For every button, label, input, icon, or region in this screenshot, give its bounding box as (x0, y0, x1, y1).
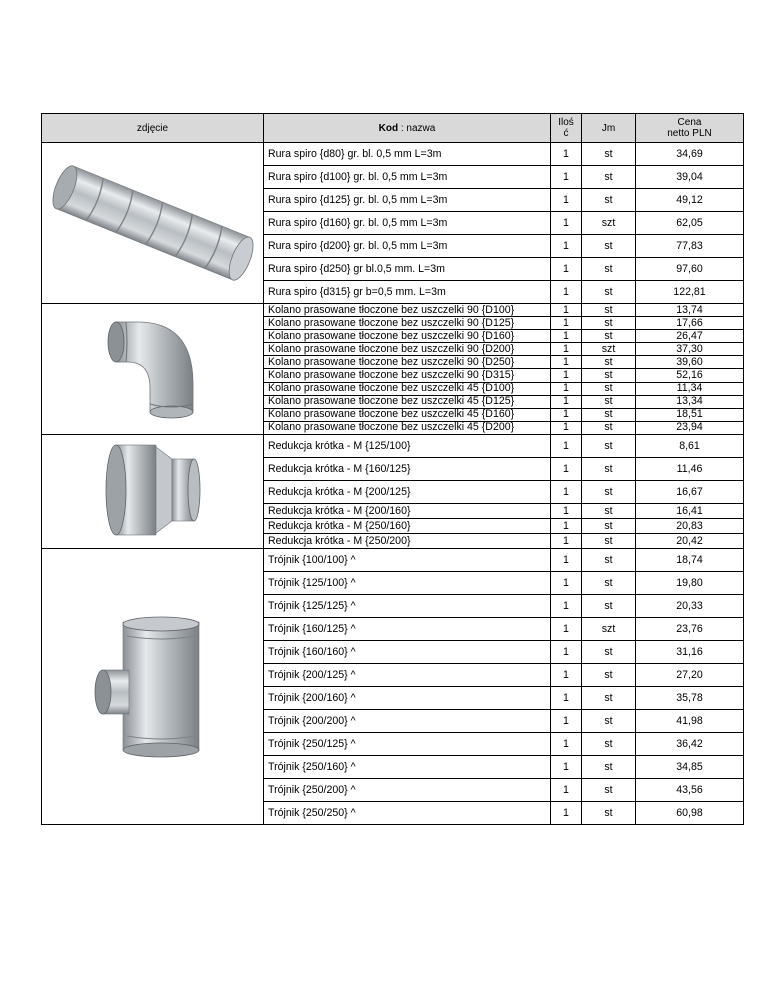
unit-cell: szt (582, 618, 636, 641)
unit-cell: st (582, 802, 636, 825)
product-name-cell: Trójnik {125/125} ^ (264, 595, 551, 618)
unit-cell: st (582, 166, 636, 189)
quantity-cell: 1 (551, 595, 582, 618)
table-row (42, 435, 744, 458)
product-name-cell: Trójnik {250/250} ^ (264, 802, 551, 825)
unit-cell: st (582, 481, 636, 504)
product-name-cell: Kolano prasowane tłoczone bez uszczelki 90 {D250} (264, 356, 551, 369)
product-name-cell: Trójnik {100/100} ^ (264, 549, 551, 572)
product-name-cell: Trójnik {200/200} ^ (264, 710, 551, 733)
unit-cell: st (582, 519, 636, 534)
product-name-cell: Trójnik {160/160} ^ (264, 641, 551, 664)
product-name-cell: Redukcja krótka - M {200/160} (264, 504, 551, 519)
header-price-line2: netto PLN (667, 128, 712, 139)
product-name-cell: Trójnik {250/125} ^ (264, 733, 551, 756)
elbow-image (98, 304, 208, 434)
unit-cell: st (582, 408, 636, 421)
price-cell: 31,16 (636, 641, 744, 664)
quantity-cell: 1 (551, 710, 582, 733)
quantity-cell: 1 (551, 481, 582, 504)
header-name: : nazwa (398, 122, 436, 134)
price-cell: 20,33 (636, 595, 744, 618)
product-name-cell: Rura spiro {d125} gr. bl. 0,5 mm L=3m (264, 189, 551, 212)
product-photo-cell (42, 549, 264, 825)
price-cell: 20,83 (636, 519, 744, 534)
unit-cell: st (582, 235, 636, 258)
header-price-line1: Cena (677, 117, 702, 128)
spiral-pipe-image (50, 154, 256, 292)
quantity-cell: 1 (551, 395, 582, 408)
price-cell: 13,74 (636, 304, 744, 317)
quantity-cell: 1 (551, 166, 582, 189)
product-photo-cell (42, 435, 264, 549)
unit-cell: st (582, 779, 636, 802)
quantity-cell: 1 (551, 189, 582, 212)
quantity-cell: 1 (551, 802, 582, 825)
unit-cell: st (582, 421, 636, 434)
unit-cell: st (582, 687, 636, 710)
price-cell: 19,80 (636, 572, 744, 595)
unit-cell: st (582, 534, 636, 549)
product-name-cell: Kolano prasowane tłoczone bez uszczelki 90 {D200} (264, 343, 551, 356)
unit-cell: st (582, 458, 636, 481)
price-cell: 11,34 (636, 382, 744, 395)
unit-cell: st (582, 710, 636, 733)
unit-cell: st (582, 641, 636, 664)
price-cell: 20,42 (636, 534, 744, 549)
product-photo-cell (42, 143, 264, 304)
product-name-cell: Kolano prasowane tłoczone bez uszczelki 45 {D125} (264, 395, 551, 408)
quantity-cell: 1 (551, 421, 582, 434)
product-name-cell: Trójnik {200/125} ^ (264, 664, 551, 687)
header-unit: Jm (582, 114, 636, 143)
header-quantity-line2: ć (563, 128, 569, 139)
header-quantity (551, 114, 582, 143)
price-cell: 11,46 (636, 458, 744, 481)
quantity-cell: 1 (551, 258, 582, 281)
unit-cell: st (582, 281, 636, 304)
table-row (42, 304, 744, 317)
unit-cell: st (582, 595, 636, 618)
quantity-cell: 1 (551, 281, 582, 304)
product-name-cell: Kolano prasowane tłoczone bez uszczelki 90 {D100} (264, 304, 551, 317)
price-cell: 62,05 (636, 212, 744, 235)
product-photo-cell (42, 304, 264, 435)
product-name-cell: Redukcja krótka - M {160/125} (264, 458, 551, 481)
product-name-cell: Kolano prasowane tłoczone bez uszczelki 45 {D100} (264, 382, 551, 395)
product-name-cell: Kolano prasowane tłoczone bez uszczelki 90 {D125} (264, 317, 551, 330)
quantity-cell: 1 (551, 458, 582, 481)
quantity-cell: 1 (551, 343, 582, 356)
product-name-cell: Rura spiro {d315} gr b=0,5 mm. L=3m (264, 281, 551, 304)
unit-cell: szt (582, 343, 636, 356)
price-cell: 8,61 (636, 435, 744, 458)
table-body (42, 143, 744, 825)
header-price (636, 114, 744, 143)
price-cell: 39,04 (636, 166, 744, 189)
product-name-cell: Redukcja krótka - M {250/200} (264, 534, 551, 549)
product-name-cell: Trójnik {125/100} ^ (264, 572, 551, 595)
table-row (42, 143, 744, 166)
unit-cell: st (582, 382, 636, 395)
quantity-cell: 1 (551, 235, 582, 258)
product-name-cell: Rura spiro {d250} gr bl.0,5 mm. L=3m (264, 258, 551, 281)
unit-cell: st (582, 189, 636, 212)
price-cell: 122,81 (636, 281, 744, 304)
price-cell: 23,94 (636, 421, 744, 434)
quantity-cell: 1 (551, 212, 582, 235)
unit-cell: st (582, 304, 636, 317)
quantity-cell: 1 (551, 382, 582, 395)
header-code: Kod (378, 122, 399, 134)
quantity-cell: 1 (551, 408, 582, 421)
product-name-cell: Kolano prasowane tłoczone bez uszczelki 45 {D200} (264, 421, 551, 434)
quantity-cell: 1 (551, 504, 582, 519)
header-row (42, 114, 744, 143)
header-code-name (264, 114, 551, 143)
product-name-cell: Trójnik {250/160} ^ (264, 756, 551, 779)
unit-cell: st (582, 733, 636, 756)
quantity-cell: 1 (551, 641, 582, 664)
unit-cell: st (582, 756, 636, 779)
quantity-cell: 1 (551, 549, 582, 572)
product-name-cell: Rura spiro {d100} gr. bl. 0,5 mm L=3m (264, 166, 551, 189)
tee-image (93, 612, 213, 762)
unit-cell: st (582, 435, 636, 458)
price-cell: 97,60 (636, 258, 744, 281)
price-cell: 27,20 (636, 664, 744, 687)
price-cell: 23,76 (636, 618, 744, 641)
price-cell: 16,67 (636, 481, 744, 504)
unit-cell: szt (582, 212, 636, 235)
quantity-cell: 1 (551, 664, 582, 687)
price-cell: 41,98 (636, 710, 744, 733)
quantity-cell: 1 (551, 687, 582, 710)
table-row (42, 549, 744, 572)
quantity-cell: 1 (551, 572, 582, 595)
quantity-cell: 1 (551, 519, 582, 534)
product-name-cell: Trójnik {160/125} ^ (264, 618, 551, 641)
unit-cell: st (582, 258, 636, 281)
product-name-cell: Rura spiro {d80} gr. bl. 0,5 mm L=3m (264, 143, 551, 166)
price-cell: 34,69 (636, 143, 744, 166)
price-cell: 34,85 (636, 756, 744, 779)
unit-cell: st (582, 504, 636, 519)
price-cell: 39,60 (636, 356, 744, 369)
price-cell: 43,56 (636, 779, 744, 802)
product-name-cell: Kolano prasowane tłoczone bez uszczelki 90 {D315} (264, 369, 551, 382)
price-cell: 13,34 (636, 395, 744, 408)
quantity-cell: 1 (551, 143, 582, 166)
product-name-cell: Kolano prasowane tłoczone bez uszczelki 45 {D160} (264, 408, 551, 421)
product-name-cell: Trójnik {200/160} ^ (264, 687, 551, 710)
price-cell: 36,42 (636, 733, 744, 756)
quantity-cell: 1 (551, 435, 582, 458)
product-name-cell: Rura spiro {d160} gr. bl. 0,5 mm L=3m (264, 212, 551, 235)
product-name-cell: Redukcja krótka - M {125/100} (264, 435, 551, 458)
quantity-cell: 1 (551, 317, 582, 330)
price-cell: 26,47 (636, 330, 744, 343)
unit-cell: st (582, 317, 636, 330)
price-cell: 60,98 (636, 802, 744, 825)
product-name-cell: Kolano prasowane tłoczone bez uszczelki 90 {D160} (264, 330, 551, 343)
quantity-cell: 1 (551, 756, 582, 779)
unit-cell: st (582, 395, 636, 408)
unit-cell: st (582, 369, 636, 382)
quantity-cell: 1 (551, 733, 582, 756)
quantity-cell: 1 (551, 369, 582, 382)
product-name-cell: Rura spiro {d200} gr. bl. 0,5 mm L=3m (264, 235, 551, 258)
price-cell: 17,66 (636, 317, 744, 330)
price-cell: 35,78 (636, 687, 744, 710)
quantity-cell: 1 (551, 534, 582, 549)
quantity-cell: 1 (551, 779, 582, 802)
unit-cell: st (582, 549, 636, 572)
quantity-cell: 1 (551, 330, 582, 343)
quantity-cell: 1 (551, 304, 582, 317)
quantity-cell: 1 (551, 356, 582, 369)
unit-cell: st (582, 572, 636, 595)
price-table (41, 113, 744, 825)
unit-cell: st (582, 664, 636, 687)
reducer-image (98, 437, 208, 547)
price-cell: 16,41 (636, 504, 744, 519)
quantity-cell: 1 (551, 618, 582, 641)
product-name-cell: Redukcja krótka - M {250/160} (264, 519, 551, 534)
price-cell: 52,16 (636, 369, 744, 382)
price-cell: 18,74 (636, 549, 744, 572)
price-cell: 49,12 (636, 189, 744, 212)
header-quantity-line1: Iloś (558, 117, 574, 128)
price-cell: 37,30 (636, 343, 744, 356)
price-cell: 18,51 (636, 408, 744, 421)
header-photo: zdjęcie (42, 114, 264, 143)
price-cell: 77,83 (636, 235, 744, 258)
product-name-cell: Redukcja krótka - M {200/125} (264, 481, 551, 504)
unit-cell: st (582, 356, 636, 369)
unit-cell: st (582, 330, 636, 343)
unit-cell: st (582, 143, 636, 166)
product-name-cell: Trójnik {250/200} ^ (264, 779, 551, 802)
